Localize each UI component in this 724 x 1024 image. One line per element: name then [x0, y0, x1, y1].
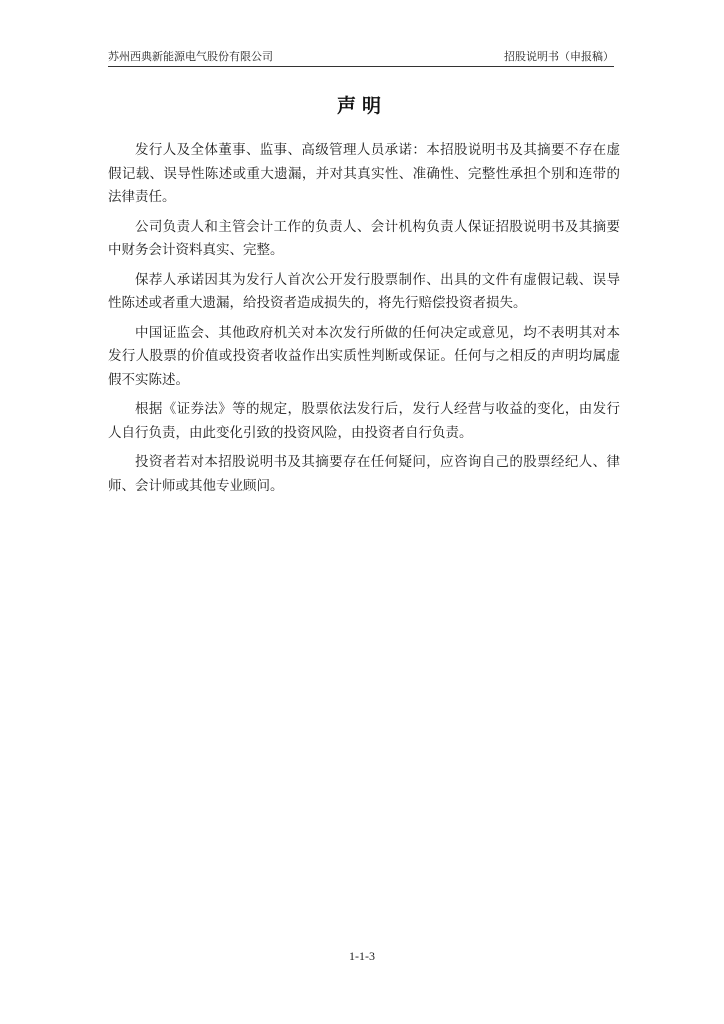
declaration-paragraph: 发行人及全体董事、监事、高级管理人员承诺：本招股说明书及其摘要不存在虚假记载、误导性陈述或重大遗漏，并对其真实性、准确性、完整性承担个别和连带的法律责任。	[108, 142, 620, 205]
declaration-paragraph: 保荐人承诺因其为发行人首次公开发行股票制作、出具的文件有虚假记载、误导性陈述或者重大遗漏，给投资者造成损失的，将先行赔偿投资者损失。	[108, 271, 620, 311]
declaration-paragraph: 中国证监会、其他政府机关对本次发行所做的任何决定或意见，均不表明其对本发行人股票的价值或投资者收益作出实质性判断或保证。任何与之相反的声明均属虚假不实陈述。	[108, 324, 620, 388]
declaration-body	[108, 139, 620, 504]
page-title: 声明	[336, 95, 387, 117]
declaration-paragraph: 公司负责人和主管会计工作的负责人、会计机构负责人保证招股说明书及其摘要中财务会计资料真实、完整。	[108, 218, 620, 258]
declaration-paragraph: 投资者若对本招股说明书及其摘要存在任何疑问，应咨询自己的股票经纪人、律师、会计师或其他专业顾问。	[108, 454, 620, 494]
page-number: 1-1-3	[349, 949, 375, 963]
header-document-name: 招股说明书（申报稿）	[504, 50, 614, 63]
declaration-paragraph: 根据《证券法》等的规定，股票依法发行后，发行人经营与收益的变化，由发行人自行负责，由此变化引致的投资风险，由投资者自行负责。	[108, 401, 620, 441]
header-company-name: 苏州西典新能源电气股份有限公司	[108, 50, 273, 63]
page-header	[108, 50, 614, 66]
header-divider	[108, 66, 614, 67]
